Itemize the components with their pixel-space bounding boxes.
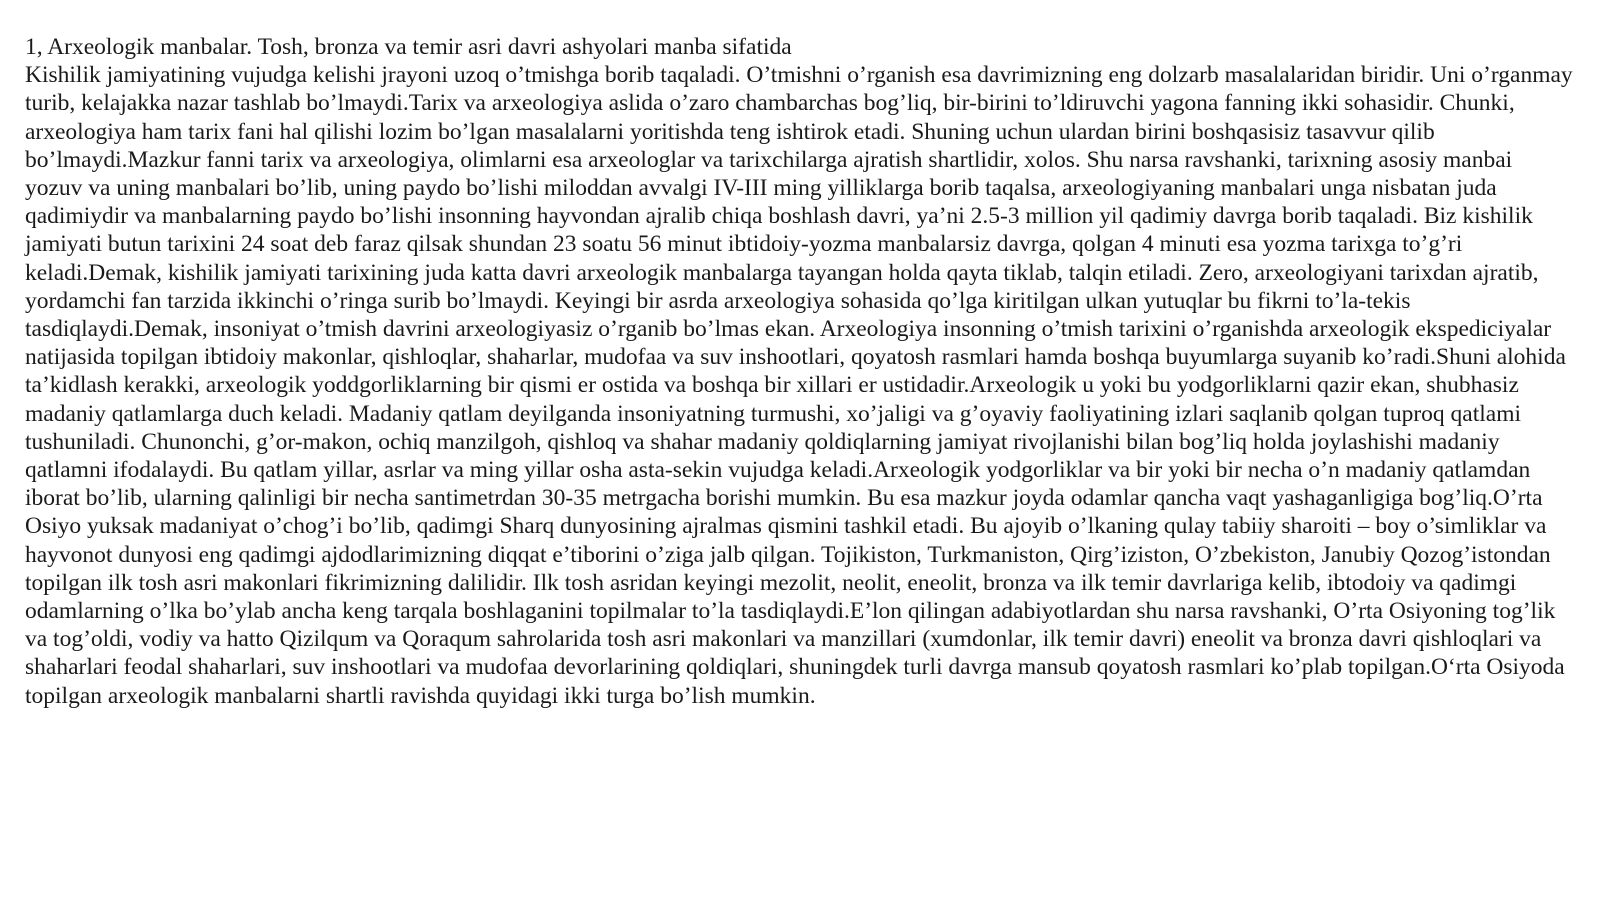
document-heading: 1, Arxeologik manbalar. Tosh, bronza va temir asri davri ashyolari manba sifatida <box>25 34 792 60</box>
document-page <box>25 33 1575 710</box>
document-body-paragraph: Kishilik jamiyatining vujudga kelishi jrayoni uzoq o’tmishga borib taqaladi. O’tmishni o’rganish esa davrimizning eng dolzarb masalalaridan biridir. Uni o’rganmay turib, kelajakka nazar tashlab bo’lmaydi.Tarix va arxeologiya aslida o’zaro chambarchas bog’liq, bir-birini to’ldiruvchi yagona fanning ikki sohasidir. Chunki, arxeologiya ham tarix fani hal qilishi lozim bo’lgan masalalarni yoritishda teng ishtirok etadi. Shuning uchun ulardan birini boshqasisiz tasavvur qilib bo’lmaydi.Mazkur fanni tarix va arxeologiya, olimlarni esa arxeologlar va tarixchilarga ajratish shartlidir, xolos. Shu narsa ravshanki, tarixning asosiy manbai yozuv va uning manbalari bo’lib, uning paydo bo’lishi miloddan avvalgi IV-III ming yilliklarga borib taqalsa, arxeologiyaning manbalari unga nisbatan juda qadimiydir va manbalarning paydo bo’lishi insonning hayvondan ajralib chiqa boshlash davri, ya’ni 2.5-3 million yil qadimiy davrga borib taqaladi. Biz kishilik jamiyati butun tarixini 24 soat deb faraz qilsak shundan 23 soatu 56 minut ibtidoiy-yozma manbalarsiz davrga, qolgan 4 minuti esa yozma tarixga to’g’ri keladi.Demak, kishilik jamiyati tarixining juda katta davri arxeologik manbalarga tayangan holda qayta tiklab, talqin etiladi. Zero, arxeologiyani tarixdan ajratib, yordamchi fan tarzida ikkinchi o’ringa surib bo’lmaydi. Keyingi bir asrda arxeologiya sohasida qo’lga kiritilgan ulkan yutuqlar bu fikrni to’la-tekis tasdiqlaydi.Demak, insoniyat o’tmish davrini arxeologiyasiz o’rganib bo’lmas ekan. Arxeologiya insonning o’tmish tarixini o’rganishda arxeologik ekspediciyalar natijasida topilgan ibtidoiy makonlar, qishloqlar, shaharlar, mudofaa va suv inshootlari, qoyatosh rasmlari hamda boshqa buyumlarga suyanib ko’radi.Shuni alohida ta’kidlash kerakki, arxeologik yoddgorliklarning bir qismi er ostida va boshqa bir xillari er ustidadir.Arxeologik u yoki bu yodgorliklarni qazir ekan, shubhasiz madaniy qatlamlarga duch keladi. Madaniy qatlam deyilganda insoniyatning turmushi, xo’jaligi va g’oyaviy faoliyatining izlari saqlanib qolgan tuproq qatlami tushuniladi. Chunonchi, g’or-makon, ochiq manzilgoh, qishloq va shahar madaniy qoldiqlarning jamiyat rivojlanishi bilan bog’liq holda joylashishi madaniy qatlamni ifodalaydi. Bu qatlam yillar, asrlar va ming yillar osha asta-sekin vujudga keladi.Arxeologik yodgorliklar va bir yoki bir necha o’n madaniy qatlamdan iborat bo’lib, ularning qalinligi bir necha santimetrdan 30-35 metrgacha borishi mumkin. Bu esa mazkur joyda odamlar qancha vaqt yashaganligiga bog’liq.O’rta Osiyo yuksak madaniyat o’chog’i bo’lib, qadimgi Sharq dunyosining ajralmas qismini tashkil etadi. Bu ajoyib o’lkaning qulay tabiiy sharoiti – boy o’simliklar va hayvonot dunyosi eng qadimgi ajdodlarimizning diqqat e’tiborini o’ziga jalb qilgan. Tojikiston, Turkmaniston, Qirg’iziston, O’zbekiston, Janubiy Qozog’istondan topilgan ilk tosh asri makonlari fikrimizning dalilidir. Ilk tosh asridan keyingi mezolit, neolit, eneolit, bronza va ilk temir davrlariga kelib, ibtodoiy va qadimgi odamlarning o’lka bo’ylab ancha keng tarqala boshlaganini topilmalar to’la tasdiqlaydi.E’lon qilingan adabiyotlardan shu narsa ravshanki, O’rta Osiyoning tog’lik va tog’oldi, vodiy va hatto Qizilqum va Qoraqum sahrolarida tosh asri makonlari va manzillari (xumdonlar, ilk temir davri) eneolit va bronza davri qishloqlari va shaharlari feodal shaharlari, suv inshootlari va mudofaa devorlarining qoldiqlari, shuningdek turli davrga mansub qoyatosh rasmlari ko’plab topilgan.O‘rta Osiyoda topilgan arxeologik manbalarni shartli ravishda quyidagi ikki turga bo’lish mumkin. <box>25 62 1573 709</box>
